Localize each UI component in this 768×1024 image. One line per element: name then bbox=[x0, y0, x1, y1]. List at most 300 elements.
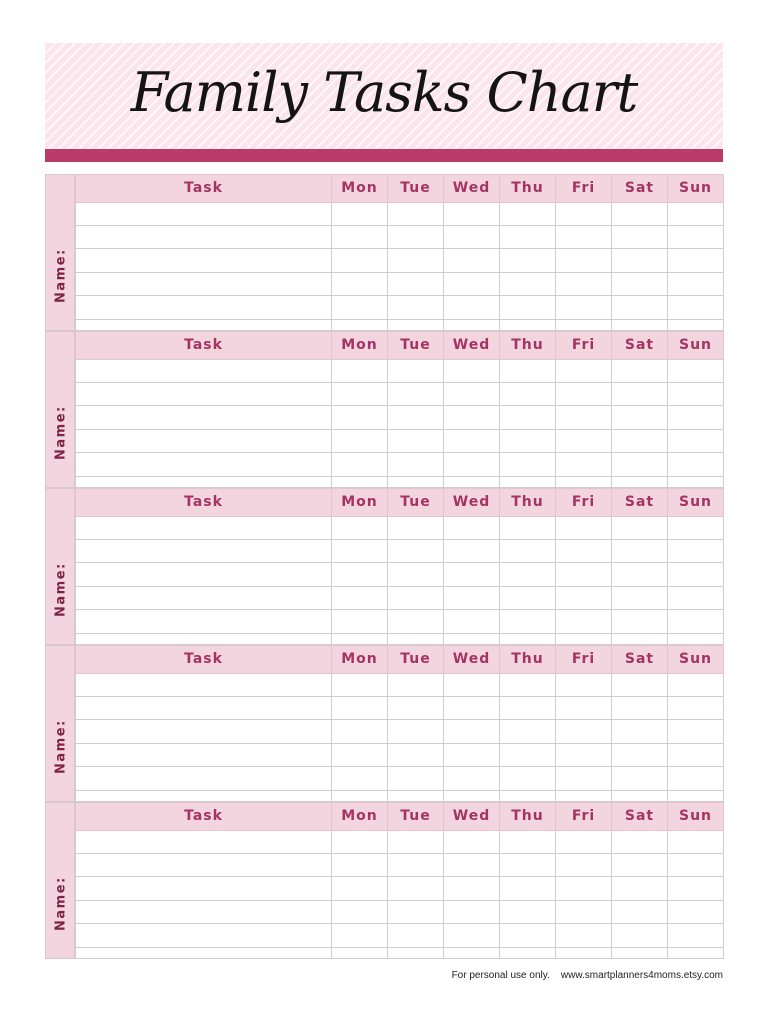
day-cell[interactable] bbox=[444, 249, 500, 272]
day-cell[interactable] bbox=[556, 877, 612, 900]
day-header-sun: Sun bbox=[668, 803, 724, 831]
table-row bbox=[76, 586, 724, 609]
day-cell[interactable] bbox=[556, 359, 612, 382]
task-cell[interactable] bbox=[76, 225, 332, 248]
name-column[interactable] bbox=[45, 174, 75, 331]
task-cell[interactable] bbox=[76, 853, 332, 876]
day-cell[interactable] bbox=[500, 382, 556, 405]
day-cell[interactable] bbox=[500, 272, 556, 295]
day-cell[interactable] bbox=[332, 720, 388, 743]
day-cell[interactable] bbox=[556, 429, 612, 452]
day-header-sun: Sun bbox=[668, 332, 724, 360]
day-cell[interactable] bbox=[444, 830, 500, 853]
day-cell[interactable] bbox=[556, 563, 612, 586]
day-cell[interactable] bbox=[332, 696, 388, 719]
table-row bbox=[76, 877, 724, 900]
day-cell[interactable] bbox=[556, 696, 612, 719]
day-cell[interactable] bbox=[500, 453, 556, 476]
day-cell[interactable] bbox=[612, 830, 668, 853]
day-cell[interactable] bbox=[332, 249, 388, 272]
day-header-wed: Wed bbox=[444, 646, 500, 674]
person-section bbox=[45, 331, 723, 488]
day-cell[interactable] bbox=[444, 406, 500, 429]
day-cell[interactable] bbox=[388, 225, 444, 248]
day-cell[interactable] bbox=[556, 539, 612, 562]
day-cell[interactable] bbox=[388, 296, 444, 319]
day-cell[interactable] bbox=[332, 202, 388, 225]
day-cell[interactable] bbox=[388, 610, 444, 633]
day-header-mon: Mon bbox=[332, 175, 388, 203]
day-cell[interactable] bbox=[612, 319, 668, 330]
name-label: Name: bbox=[53, 248, 69, 303]
task-cell[interactable] bbox=[76, 319, 332, 330]
day-cell[interactable] bbox=[500, 947, 556, 958]
day-cell[interactable] bbox=[444, 272, 500, 295]
task-header: Task bbox=[76, 803, 332, 831]
day-cell[interactable] bbox=[388, 830, 444, 853]
day-header-tue: Tue bbox=[388, 175, 444, 203]
day-cell[interactable] bbox=[388, 202, 444, 225]
day-header-sat: Sat bbox=[612, 175, 668, 203]
day-cell[interactable] bbox=[668, 225, 724, 248]
day-cell[interactable] bbox=[556, 790, 612, 801]
day-header-sat: Sat bbox=[612, 489, 668, 517]
day-cell[interactable] bbox=[332, 272, 388, 295]
day-header-sat: Sat bbox=[612, 646, 668, 674]
day-cell[interactable] bbox=[500, 586, 556, 609]
day-cell[interactable] bbox=[500, 563, 556, 586]
day-header-tue: Tue bbox=[388, 332, 444, 360]
name-label: Name: bbox=[53, 876, 69, 931]
day-cell[interactable] bbox=[332, 924, 388, 947]
name-column[interactable] bbox=[45, 331, 75, 488]
day-cell[interactable] bbox=[444, 790, 500, 801]
day-cell[interactable] bbox=[556, 743, 612, 766]
day-cell[interactable] bbox=[556, 319, 612, 330]
day-cell[interactable] bbox=[388, 563, 444, 586]
day-cell[interactable] bbox=[668, 790, 724, 801]
day-cell[interactable] bbox=[612, 673, 668, 696]
task-grid bbox=[75, 645, 724, 802]
day-cell[interactable] bbox=[500, 790, 556, 801]
day-header-fri: Fri bbox=[556, 332, 612, 360]
day-cell[interactable] bbox=[500, 610, 556, 633]
day-cell[interactable] bbox=[444, 453, 500, 476]
day-cell[interactable] bbox=[444, 610, 500, 633]
task-cell[interactable] bbox=[76, 563, 332, 586]
day-cell[interactable] bbox=[556, 225, 612, 248]
task-cell[interactable] bbox=[76, 790, 332, 801]
day-header-tue: Tue bbox=[388, 803, 444, 831]
day-cell[interactable] bbox=[668, 563, 724, 586]
day-cell[interactable] bbox=[500, 900, 556, 923]
day-cell[interactable] bbox=[444, 516, 500, 539]
table-row bbox=[76, 853, 724, 876]
day-cell[interactable] bbox=[388, 249, 444, 272]
day-header-thu: Thu bbox=[500, 489, 556, 517]
day-cell[interactable] bbox=[612, 359, 668, 382]
day-cell[interactable] bbox=[500, 319, 556, 330]
table-row bbox=[76, 924, 724, 947]
day-cell[interactable] bbox=[444, 359, 500, 382]
day-cell[interactable] bbox=[388, 586, 444, 609]
day-cell[interactable] bbox=[444, 924, 500, 947]
day-cell[interactable] bbox=[668, 516, 724, 539]
day-header-fri: Fri bbox=[556, 646, 612, 674]
day-cell[interactable] bbox=[556, 924, 612, 947]
day-header-sat: Sat bbox=[612, 332, 668, 360]
day-cell[interactable] bbox=[332, 406, 388, 429]
day-cell[interactable] bbox=[444, 853, 500, 876]
task-cell[interactable] bbox=[76, 877, 332, 900]
day-cell[interactable] bbox=[612, 633, 668, 644]
table-row bbox=[76, 319, 724, 330]
day-cell[interactable] bbox=[500, 830, 556, 853]
day-cell[interactable] bbox=[612, 610, 668, 633]
day-cell[interactable] bbox=[612, 853, 668, 876]
day-cell[interactable] bbox=[332, 476, 388, 487]
day-cell[interactable] bbox=[668, 202, 724, 225]
day-cell[interactable] bbox=[612, 743, 668, 766]
table-row bbox=[76, 296, 724, 319]
day-cell[interactable] bbox=[668, 272, 724, 295]
day-cell[interactable] bbox=[668, 249, 724, 272]
task-cell[interactable] bbox=[76, 202, 332, 225]
day-cell[interactable] bbox=[612, 947, 668, 958]
day-cell[interactable] bbox=[612, 272, 668, 295]
day-cell[interactable] bbox=[388, 382, 444, 405]
day-cell[interactable] bbox=[612, 924, 668, 947]
table-row bbox=[76, 790, 724, 801]
day-cell[interactable] bbox=[612, 696, 668, 719]
day-cell[interactable] bbox=[332, 743, 388, 766]
day-cell[interactable] bbox=[332, 900, 388, 923]
day-cell[interactable] bbox=[556, 853, 612, 876]
day-cell[interactable] bbox=[668, 673, 724, 696]
day-cell[interactable] bbox=[444, 720, 500, 743]
day-cell[interactable] bbox=[612, 225, 668, 248]
task-grid bbox=[75, 802, 724, 959]
day-cell[interactable] bbox=[556, 586, 612, 609]
day-cell[interactable] bbox=[668, 633, 724, 644]
table-row bbox=[76, 673, 724, 696]
day-header-tue: Tue bbox=[388, 646, 444, 674]
day-cell[interactable] bbox=[332, 319, 388, 330]
day-cell[interactable] bbox=[388, 359, 444, 382]
day-header-sun: Sun bbox=[668, 175, 724, 203]
task-cell[interactable] bbox=[76, 429, 332, 452]
task-cell[interactable] bbox=[76, 924, 332, 947]
table-row bbox=[76, 476, 724, 487]
day-cell[interactable] bbox=[556, 673, 612, 696]
day-cell[interactable] bbox=[332, 877, 388, 900]
day-cell[interactable] bbox=[388, 696, 444, 719]
day-cell[interactable] bbox=[444, 476, 500, 487]
task-cell[interactable] bbox=[76, 696, 332, 719]
name-column[interactable] bbox=[45, 645, 75, 802]
task-cell[interactable] bbox=[76, 249, 332, 272]
task-cell[interactable] bbox=[76, 720, 332, 743]
day-cell[interactable] bbox=[612, 900, 668, 923]
day-header-mon: Mon bbox=[332, 803, 388, 831]
day-cell[interactable] bbox=[668, 296, 724, 319]
day-cell[interactable] bbox=[612, 382, 668, 405]
day-cell[interactable] bbox=[332, 767, 388, 790]
day-cell[interactable] bbox=[332, 296, 388, 319]
day-cell[interactable] bbox=[612, 296, 668, 319]
day-cell[interactable] bbox=[444, 539, 500, 562]
task-cell[interactable] bbox=[76, 382, 332, 405]
day-cell[interactable] bbox=[612, 720, 668, 743]
day-cell[interactable] bbox=[556, 296, 612, 319]
table-row bbox=[76, 743, 724, 766]
day-cell[interactable] bbox=[332, 673, 388, 696]
day-cell[interactable] bbox=[500, 296, 556, 319]
day-cell[interactable] bbox=[388, 539, 444, 562]
day-cell[interactable] bbox=[612, 406, 668, 429]
day-header-mon: Mon bbox=[332, 489, 388, 517]
day-cell[interactable] bbox=[500, 429, 556, 452]
day-cell[interactable] bbox=[500, 249, 556, 272]
day-cell[interactable] bbox=[668, 382, 724, 405]
table-row bbox=[76, 696, 724, 719]
day-cell[interactable] bbox=[388, 673, 444, 696]
day-cell[interactable] bbox=[668, 696, 724, 719]
day-cell[interactable] bbox=[500, 633, 556, 644]
day-cell[interactable] bbox=[500, 359, 556, 382]
day-cell[interactable] bbox=[444, 319, 500, 330]
person-section bbox=[45, 645, 723, 802]
day-cell[interactable] bbox=[668, 900, 724, 923]
day-cell[interactable] bbox=[388, 429, 444, 452]
day-cell[interactable] bbox=[388, 272, 444, 295]
name-column[interactable] bbox=[45, 488, 75, 645]
person-section bbox=[45, 802, 723, 959]
day-cell[interactable] bbox=[332, 610, 388, 633]
task-cell[interactable] bbox=[76, 296, 332, 319]
day-cell[interactable] bbox=[388, 720, 444, 743]
task-cell[interactable] bbox=[76, 767, 332, 790]
day-cell[interactable] bbox=[444, 586, 500, 609]
day-cell[interactable] bbox=[668, 610, 724, 633]
day-cell[interactable] bbox=[612, 539, 668, 562]
day-cell[interactable] bbox=[332, 516, 388, 539]
day-cell[interactable] bbox=[668, 406, 724, 429]
task-cell[interactable] bbox=[76, 476, 332, 487]
day-cell[interactable] bbox=[556, 633, 612, 644]
day-cell[interactable] bbox=[388, 924, 444, 947]
day-cell[interactable] bbox=[500, 767, 556, 790]
day-cell[interactable] bbox=[332, 359, 388, 382]
day-cell[interactable] bbox=[332, 586, 388, 609]
day-cell[interactable] bbox=[500, 406, 556, 429]
task-cell[interactable] bbox=[76, 947, 332, 958]
day-cell[interactable] bbox=[668, 767, 724, 790]
day-cell[interactable] bbox=[668, 720, 724, 743]
day-cell[interactable] bbox=[500, 673, 556, 696]
day-cell[interactable] bbox=[500, 743, 556, 766]
task-cell[interactable] bbox=[76, 900, 332, 923]
day-cell[interactable] bbox=[612, 249, 668, 272]
day-cell[interactable] bbox=[612, 202, 668, 225]
day-cell[interactable] bbox=[444, 202, 500, 225]
day-cell[interactable] bbox=[444, 743, 500, 766]
day-cell[interactable] bbox=[612, 877, 668, 900]
day-cell[interactable] bbox=[388, 947, 444, 958]
day-cell[interactable] bbox=[500, 720, 556, 743]
day-cell[interactable] bbox=[668, 877, 724, 900]
day-cell[interactable] bbox=[444, 633, 500, 644]
day-cell[interactable] bbox=[388, 476, 444, 487]
task-cell[interactable] bbox=[76, 610, 332, 633]
day-cell[interactable] bbox=[444, 296, 500, 319]
table-row bbox=[76, 563, 724, 586]
day-cell[interactable] bbox=[500, 877, 556, 900]
day-cell[interactable] bbox=[668, 453, 724, 476]
day-cell[interactable] bbox=[332, 225, 388, 248]
day-cell[interactable] bbox=[444, 696, 500, 719]
task-cell[interactable] bbox=[76, 673, 332, 696]
accent-band bbox=[45, 149, 723, 162]
day-cell[interactable] bbox=[444, 900, 500, 923]
day-cell[interactable] bbox=[388, 406, 444, 429]
day-cell[interactable] bbox=[668, 429, 724, 452]
day-cell[interactable] bbox=[388, 743, 444, 766]
day-cell[interactable] bbox=[444, 673, 500, 696]
day-cell[interactable] bbox=[500, 696, 556, 719]
day-cell[interactable] bbox=[556, 272, 612, 295]
day-cell[interactable] bbox=[444, 767, 500, 790]
day-cell[interactable] bbox=[444, 947, 500, 958]
day-cell[interactable] bbox=[500, 202, 556, 225]
day-cell[interactable] bbox=[500, 225, 556, 248]
day-cell[interactable] bbox=[332, 633, 388, 644]
day-cell[interactable] bbox=[444, 429, 500, 452]
day-cell[interactable] bbox=[668, 476, 724, 487]
day-header-fri: Fri bbox=[556, 803, 612, 831]
day-cell[interactable] bbox=[556, 516, 612, 539]
day-cell[interactable] bbox=[388, 877, 444, 900]
day-cell[interactable] bbox=[612, 563, 668, 586]
day-cell[interactable] bbox=[332, 947, 388, 958]
day-cell[interactable] bbox=[388, 853, 444, 876]
day-cell[interactable] bbox=[500, 924, 556, 947]
day-cell[interactable] bbox=[556, 202, 612, 225]
footer-notice: For personal use only. bbox=[451, 970, 550, 981]
day-cell[interactable] bbox=[612, 476, 668, 487]
day-cell[interactable] bbox=[332, 563, 388, 586]
task-cell[interactable] bbox=[76, 453, 332, 476]
day-cell[interactable] bbox=[500, 853, 556, 876]
day-cell[interactable] bbox=[500, 516, 556, 539]
task-cell[interactable] bbox=[76, 516, 332, 539]
name-label: Name: bbox=[53, 719, 69, 774]
day-cell[interactable] bbox=[668, 853, 724, 876]
day-cell[interactable] bbox=[332, 539, 388, 562]
day-cell[interactable] bbox=[668, 743, 724, 766]
day-cell[interactable] bbox=[388, 516, 444, 539]
task-cell[interactable] bbox=[76, 586, 332, 609]
day-header-fri: Fri bbox=[556, 175, 612, 203]
day-cell[interactable] bbox=[500, 539, 556, 562]
day-cell[interactable] bbox=[556, 900, 612, 923]
task-cell[interactable] bbox=[76, 406, 332, 429]
task-cell[interactable] bbox=[76, 830, 332, 853]
day-cell[interactable] bbox=[332, 790, 388, 801]
day-cell[interactable] bbox=[612, 429, 668, 452]
day-cell[interactable] bbox=[388, 453, 444, 476]
day-cell[interactable] bbox=[668, 539, 724, 562]
day-cell[interactable] bbox=[388, 767, 444, 790]
day-cell[interactable] bbox=[556, 406, 612, 429]
day-cell[interactable] bbox=[556, 476, 612, 487]
day-cell[interactable] bbox=[556, 382, 612, 405]
name-column[interactable] bbox=[45, 802, 75, 959]
day-cell[interactable] bbox=[332, 453, 388, 476]
table-row bbox=[76, 947, 724, 958]
task-cell[interactable] bbox=[76, 272, 332, 295]
name-label: Name: bbox=[53, 562, 69, 617]
day-cell[interactable] bbox=[668, 924, 724, 947]
table-row bbox=[76, 610, 724, 633]
footer-website[interactable]: www.smartplanners4moms.etsy.com bbox=[560, 970, 723, 981]
day-cell[interactable] bbox=[332, 853, 388, 876]
day-cell[interactable] bbox=[556, 249, 612, 272]
day-cell[interactable] bbox=[388, 633, 444, 644]
day-cell[interactable] bbox=[668, 319, 724, 330]
day-cell[interactable] bbox=[388, 900, 444, 923]
day-header-sun: Sun bbox=[668, 646, 724, 674]
day-cell[interactable] bbox=[668, 586, 724, 609]
day-cell[interactable] bbox=[556, 830, 612, 853]
day-cell[interactable] bbox=[500, 476, 556, 487]
day-cell[interactable] bbox=[556, 453, 612, 476]
day-cell[interactable] bbox=[444, 877, 500, 900]
day-cell[interactable] bbox=[556, 720, 612, 743]
day-cell[interactable] bbox=[612, 453, 668, 476]
day-cell[interactable] bbox=[668, 947, 724, 958]
day-cell[interactable] bbox=[612, 516, 668, 539]
table-row bbox=[76, 202, 724, 225]
task-cell[interactable] bbox=[76, 359, 332, 382]
day-cell[interactable] bbox=[332, 830, 388, 853]
day-cell[interactable] bbox=[332, 429, 388, 452]
day-cell[interactable] bbox=[612, 790, 668, 801]
day-cell[interactable] bbox=[332, 382, 388, 405]
day-cell[interactable] bbox=[668, 830, 724, 853]
table-row bbox=[76, 359, 724, 382]
day-cell[interactable] bbox=[612, 586, 668, 609]
title-banner bbox=[45, 43, 723, 149]
day-cell[interactable] bbox=[612, 767, 668, 790]
day-header-fri: Fri bbox=[556, 489, 612, 517]
task-cell[interactable] bbox=[76, 539, 332, 562]
day-cell[interactable] bbox=[556, 947, 612, 958]
day-cell[interactable] bbox=[444, 382, 500, 405]
day-cell[interactable] bbox=[668, 359, 724, 382]
day-cell[interactable] bbox=[388, 790, 444, 801]
day-header-mon: Mon bbox=[332, 332, 388, 360]
person-section bbox=[45, 174, 723, 331]
day-cell[interactable] bbox=[444, 563, 500, 586]
task-cell[interactable] bbox=[76, 633, 332, 644]
page-title: Family Tasks Chart bbox=[130, 61, 638, 124]
day-cell[interactable] bbox=[556, 610, 612, 633]
day-cell[interactable] bbox=[556, 767, 612, 790]
task-cell[interactable] bbox=[76, 743, 332, 766]
day-cell[interactable] bbox=[388, 319, 444, 330]
day-cell[interactable] bbox=[444, 225, 500, 248]
